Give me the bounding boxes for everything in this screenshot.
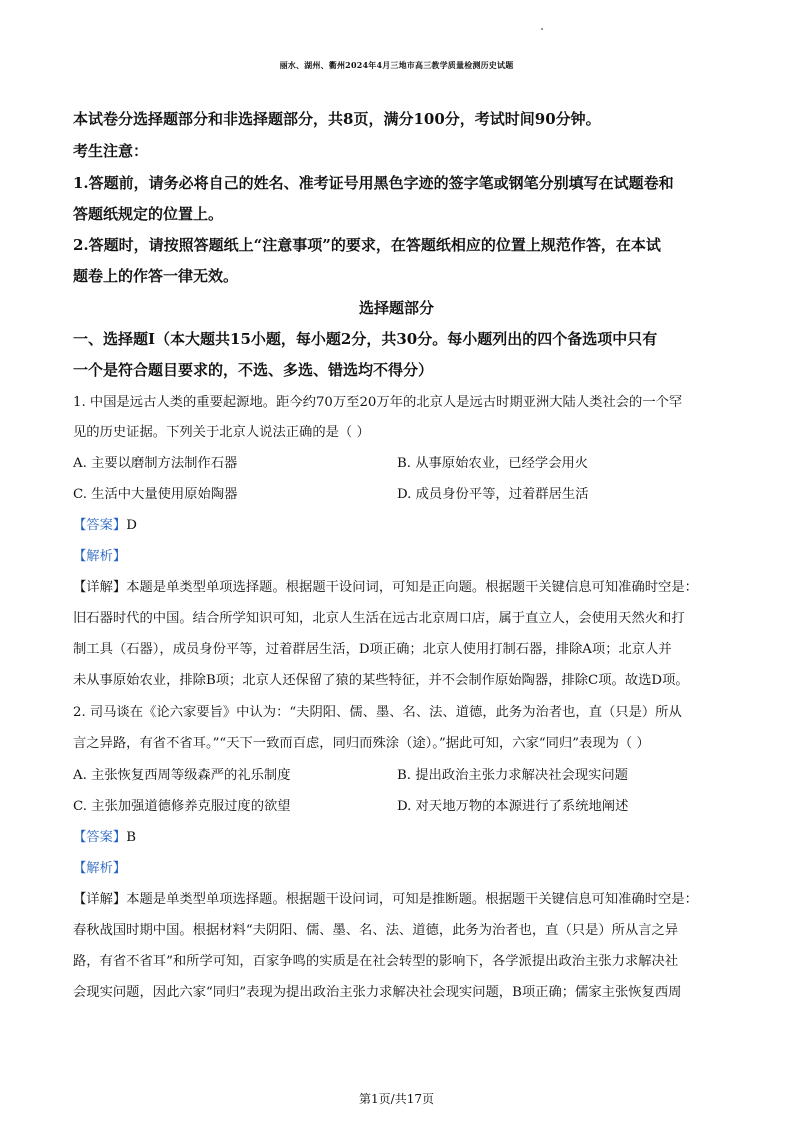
answer-tag: 【答案】 [73, 830, 127, 845]
q1-stem-a: 1. 中国是远古人类的重要起源地。距今约70万至20万年的北京人是远古时期亚洲大陆人类社会的一个罕 [73, 395, 683, 410]
q2-detail-3: 路，有省不省耳”和所学可知，百家争鸣的实质是在社会转型的影响下，各学派提出政治主张力求解决社 [73, 954, 679, 969]
q1-option-a: A. 主要以磨制方法制作石器 [73, 456, 238, 471]
q2-detail-1 [73, 888, 698, 907]
q2-analysis [73, 857, 126, 876]
q1-detail-4: 未从事原始农业，排除B项；北京人还保留了猿的某些特征，并不会制作原始陶器，排除C项。故选D项。 [73, 673, 689, 688]
page-title: 丽水、湖州、衢州2024年4月三地市高三教学质量检测历史试题 [279, 60, 514, 70]
section-heading-a: 一、选择题Ⅰ（本大题共15小题，每小题2分，共30分。每小题列出的四个备选项中只有 [73, 330, 658, 348]
detail-text: 本题是单类型单项选择题。根据题干设问词，可知是正向题。根据题干关键信息可知准确时空是： [126, 580, 698, 595]
q1-answer [73, 514, 137, 533]
notice-heading: 考生注意： [73, 142, 149, 160]
section-heading-b: 一个是符合题目要求的，不选、多选、错选均不得分） [73, 361, 434, 379]
q1-analysis [73, 545, 126, 564]
q1-option-d: D. 成员身份平等，过着群居生活 [397, 487, 589, 502]
q1-option-c: C. 生活中大量使用原始陶器 [73, 487, 238, 502]
detail-tag: 【详解】 [73, 580, 127, 595]
note-1-line-a: 1.答题前，请务必将自己的姓名、准考证号用黑色字迹的签字笔或钢笔分别填写在试题卷和 [73, 174, 674, 192]
q2-detail-4: 会现实问题，因此六家“同归”表现为提出政治主张力求解决社会现实问题，B项正确；儒家主张恢复西周 [73, 985, 682, 1000]
q2-stem-a: 2. 司马谈在《论六家要旨》中认为：“夫阴阳、儒、墨、名、法、道德，此务为治者也，直（只是）所从 [73, 705, 682, 720]
q1-detail-3: 制工具（石器），成员身份平等，过着群居生活，D项正确；北京人使用打制石器，排除A项；北京人并 [73, 642, 672, 657]
page-footer: 第1页/共17页 [359, 1092, 434, 1106]
detail-text: 本题是单类型单项选择题。根据题干设问词，可知是推断题。根据题干关键信息可知准确时空是： [126, 892, 698, 907]
intro-line: 本试卷分选择题部分和非选择题部分，共8页，满分100分，考试时间90分钟。 [73, 110, 601, 128]
analysis-tag: 【解析】 [73, 861, 127, 876]
answer-value: B [126, 830, 136, 845]
detail-tag: 【详解】 [73, 892, 127, 907]
q2-detail-2: 春秋战国时期中国。根据材料“夫阴阳、儒、墨、名、法、道德，此务为治者也，直（只是）所从言之异 [73, 923, 679, 938]
note-2-line-b: 题卷上的作答一律无效。 [73, 267, 239, 285]
q1-stem-b: 见的历史证据。下列关于北京人说法正确的是（ ） [73, 425, 370, 440]
q2-answer [73, 826, 136, 845]
note-1-line-b: 答题纸规定的位置上。 [73, 205, 224, 223]
section-title: 选择题部分 [358, 299, 434, 317]
note-2-line-a: 2.答题时，请按照答题纸上“注意事项”的要求，在答题纸相应的位置上规范作答，在本试 [73, 236, 661, 254]
q2-option-d: D. 对天地万物的本源进行了系统地阐述 [397, 799, 629, 814]
q1-detail-2: 旧石器时代的中国。结合所学知识可知，北京人生活在远古北京周口店，属于直立人，会使用天然火和打 [73, 611, 685, 626]
q2-option-b: B. 提出政治主张力求解决社会现实问题 [397, 768, 628, 783]
answer-value: D [126, 518, 137, 533]
q1-detail-1 [73, 576, 698, 595]
q2-stem-b: 言之异路，有省不省耳。”“天下一致而百虑，同归而殊涂（途）。”据此可知，六家“同归”表现为（ ） [73, 736, 650, 751]
q2-option-a: A. 主张恢复西周等级森严的礼乐制度 [73, 768, 291, 783]
q1-option-b: B. 从事原始农业，已经学会用火 [397, 456, 589, 471]
answer-tag: 【答案】 [73, 518, 127, 533]
scan-dot [541, 28, 543, 30]
analysis-tag: 【解析】 [73, 549, 127, 564]
q2-option-c: C. 主张加强道德修养克服过度的欲望 [73, 799, 291, 814]
